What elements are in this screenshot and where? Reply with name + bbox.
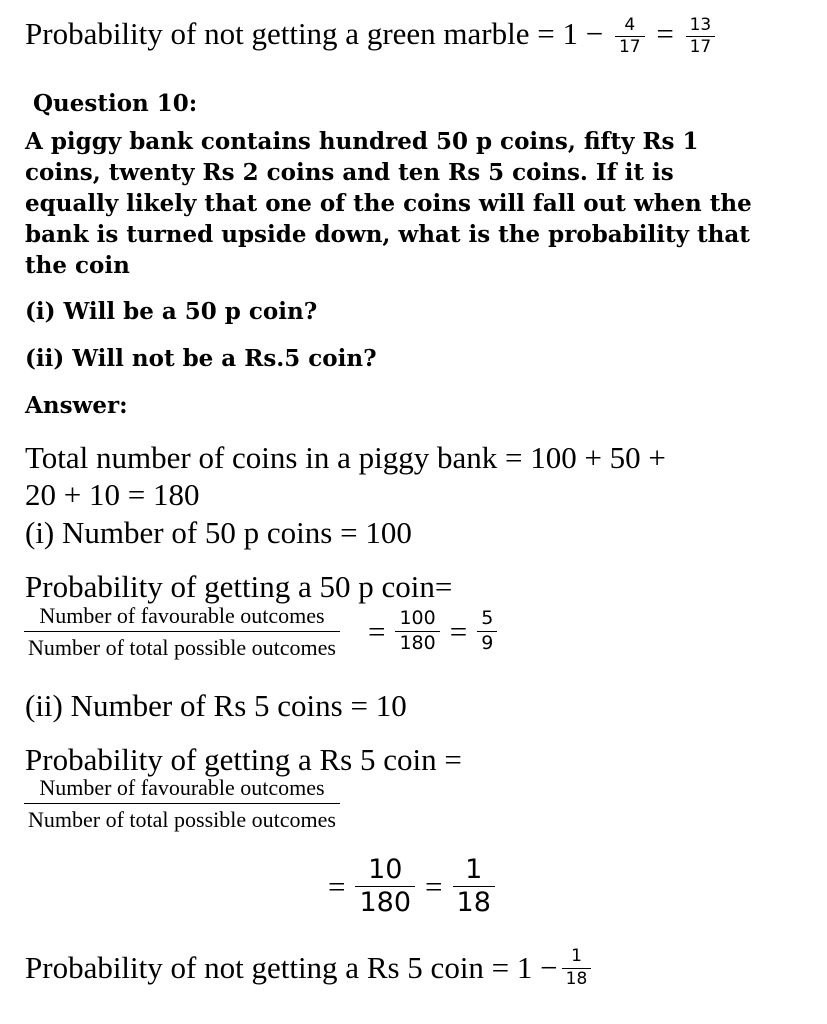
favourable-outcomes: Number of favourable outcomes: [39, 775, 325, 800]
fraction-100-180: [395, 609, 439, 654]
numerator: 13: [689, 14, 712, 35]
part-ii: (ii) Will not be a Rs.5 coin?: [25, 345, 377, 372]
fraction-13-17: [686, 14, 716, 58]
prob-50p-label: Probability of getting a 50 p coin=: [25, 569, 453, 604]
green-marble-text: Probability of not getting a green marble = 1 −: [25, 16, 604, 51]
denominator: 180: [355, 886, 415, 917]
question-line-5: the coin: [25, 252, 130, 279]
not-rs5-text: Probability of not getting a Rs 5 coin = 1 −: [25, 950, 558, 986]
question-line-2: coins, twenty Rs 2 coins and ten Rs 5 coins. If it is: [25, 159, 674, 186]
numerator: 4: [624, 14, 636, 35]
prob-rs5-label: Probability of getting a Rs 5 coin =: [25, 742, 462, 777]
equals-sign: =: [367, 613, 386, 649]
part-i: (i) Will be a 50 p coin?: [25, 298, 318, 325]
outcomes-fraction: [24, 604, 340, 659]
question-line-3: equally likely that one of the coins will fall out when the: [25, 190, 752, 217]
numerator: 10: [368, 854, 403, 885]
equals-sign: =: [449, 613, 468, 649]
question-line-4: bank is turned upside down, what is the probability that: [25, 221, 750, 248]
total-line-2: 20 + 10 = 180: [25, 477, 200, 512]
answer-label: Answer:: [25, 392, 128, 419]
denominator: 17: [615, 36, 645, 57]
denominator: 18: [453, 886, 495, 917]
outcomes-fraction: [24, 776, 340, 831]
favourable-outcomes: Number of favourable outcomes: [39, 603, 325, 628]
fraction-1-18: [453, 856, 495, 918]
green-marble-line: [25, 16, 719, 57]
denominator: 17: [686, 36, 716, 57]
denominator: 9: [477, 631, 497, 654]
total-outcomes: Number of total possible outcomes: [24, 631, 340, 659]
num-50p-coins: (i) Number of 50 p coins = 100: [25, 515, 412, 550]
prob-50p-fraction-row: [24, 604, 501, 659]
numerator: 100: [399, 607, 436, 630]
fraction-10-180: [355, 856, 415, 918]
prob-rs5-outcomes-row: [24, 776, 340, 831]
fraction-5-9: [477, 609, 497, 654]
fraction-1-18-small: [562, 948, 592, 989]
denominator: 180: [395, 631, 439, 654]
equals-sign: =: [328, 868, 346, 904]
fraction-4-17: [615, 14, 645, 58]
question-heading: Question 10:: [33, 90, 198, 117]
question-line-1: A piggy bank contains hundred 50 p coins, fifty Rs 1: [25, 128, 699, 155]
num-rs5-coins: (ii) Number of Rs 5 coins = 10: [25, 688, 407, 723]
numerator: 1: [571, 946, 582, 966]
total-line-1: Total number of coins in a piggy bank = 100 + 50 +: [25, 440, 666, 475]
denominator: 18: [562, 968, 592, 989]
numerator: 1: [465, 854, 483, 885]
total-outcomes: Number of total possible outcomes: [24, 803, 340, 831]
equals-sign: =: [656, 16, 674, 51]
equals-sign: =: [425, 868, 443, 904]
not-rs5-line: [25, 948, 595, 989]
numerator: 5: [481, 607, 494, 630]
prob-rs5-result-row: [328, 856, 499, 918]
